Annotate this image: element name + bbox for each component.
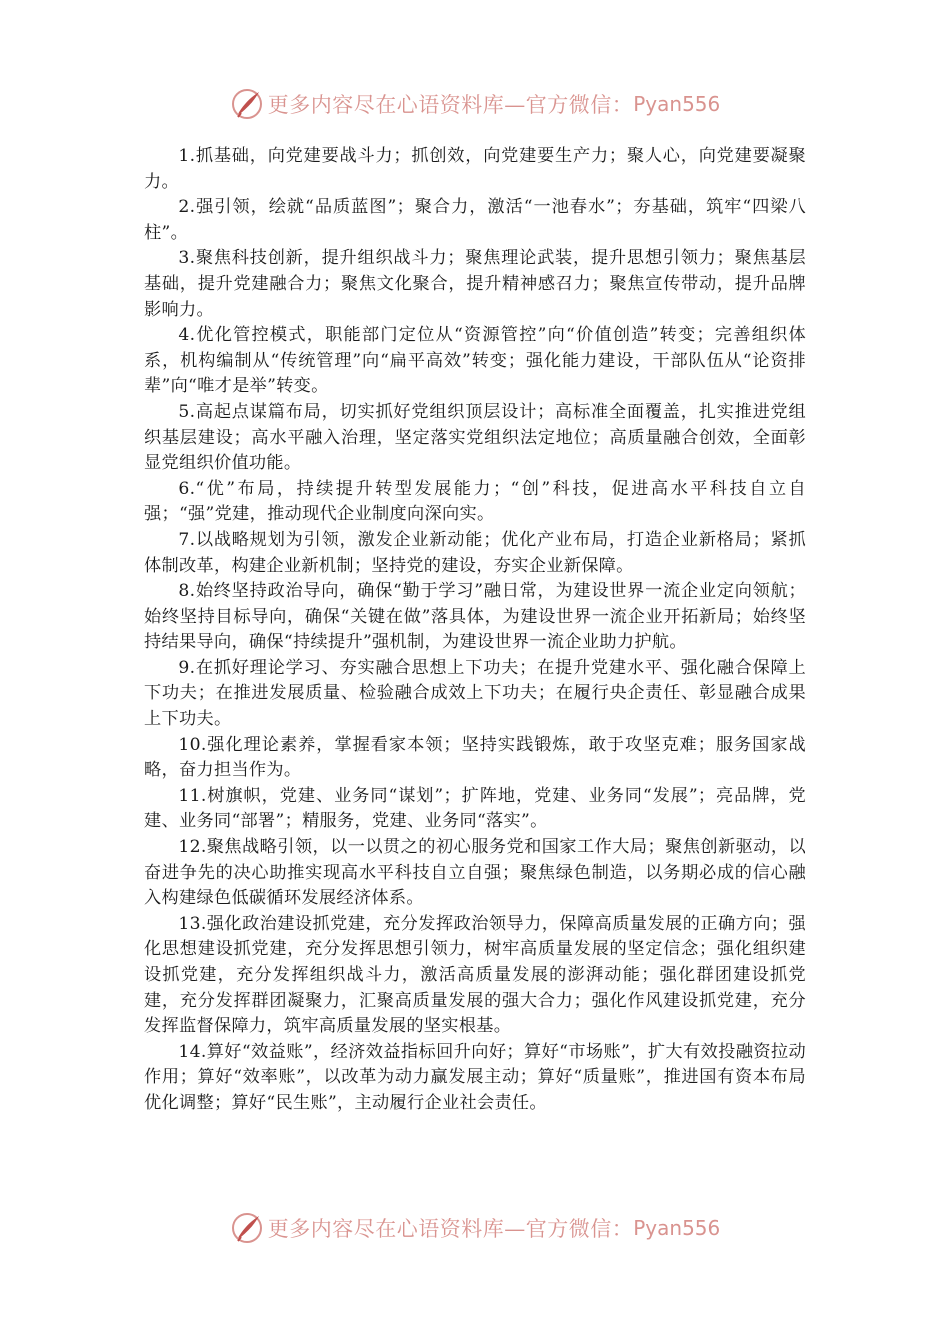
footer-banner bbox=[0, 1208, 950, 1248]
header-banner bbox=[0, 84, 950, 124]
footer-banner-text: 更多内容尽在心语资料库—官方微信： bbox=[267, 1217, 634, 1241]
document-body bbox=[144, 144, 806, 1117]
paragraph-6: 6.“优”布局，持续提升转型发展能力；“创”科技，促进高水平科技自立自强；“强”党建，推动现代企业制度向深向实。 bbox=[144, 478, 806, 525]
paragraph-9: 9.在抓好理论学习、夯实融合思想上下功夫；在提升党建水平、强化融合保障上下功夫；在推进发展质量、检验融合成效上下功夫；在履行央企责任、彰显融合成果上下功夫。 bbox=[144, 657, 806, 730]
paragraph-3: 3.聚焦科技创新，提升组织战斗力；聚焦理论武装，提升思想引领力；聚焦基层基础，提升党建融合力；聚焦文化聚合，提升精神感召力；聚焦宣传带动，提升品牌影响力。 bbox=[144, 248, 806, 320]
paragraph-14: 14.算好“效益账”，经济效益指标回升向好；算好“市场账”，扩大有效投融资拉动作用；算好“效率账”，以改革为动力赢发展主动；算好“质量账”，推进国有资本布局优化调整；算好“民生账”，主动履行企业社会责任。 bbox=[144, 1041, 806, 1113]
footer-banner-wechat-id: Pyan556 bbox=[633, 1216, 721, 1240]
paragraph-5: 5.高起点谋篇布局，切实抓好党组织顶层设计；高标准全面覆盖，扎实推进党组织基层建设；高水平融入治理，坚定落实党组织法定地位；高质量融合创效，全面彰显党组织价值功能。 bbox=[144, 401, 806, 474]
paragraph-7: 7.以战略规划为引领，激发企业新动能；优化产业布局，打造企业新格局；紧抓体制改革，构建企业新机制；坚持党的建设，夯实企业新保障。 bbox=[144, 529, 806, 576]
quill-logo-icon bbox=[230, 1211, 264, 1245]
paragraph-10: 10.强化理论素养，掌握看家本领；坚持实践锻炼，敢于攻坚克难；服务国家战略，奋力担当作为。 bbox=[144, 734, 806, 781]
paragraph-2: 2.强引领，绘就“品质蓝图”；聚合力，激活“一池春水”；夯基础，筑牢“四梁八柱”。 bbox=[144, 197, 806, 243]
header-banner-wechat-id: Pyan556 bbox=[633, 92, 721, 116]
paragraph-11: 11.树旗帜，党建、业务同“谋划”；扩阵地，党建、业务同“发展”；亮品牌，党建、业务同“部署”；精服务，党建、业务同“落实”。 bbox=[144, 785, 806, 832]
paragraph-13: 13.强化政治建设抓党建，充分发挥政治领导力，保障高质量发展的正确方向；强化思想建设抓党建，充分发挥思想引领力，树牢高质量发展的坚定信念；强化组织建设抓党建，充分发挥组织战斗力，激活高质量发展的澎湃动能；强化群团建设抓党建，充分发挥群团凝聚力，汇聚高质量发展的强大合力；强化作风建设抓党建，充分发挥监督保障力，筑牢高质量发展的坚实根基。 bbox=[144, 913, 806, 1037]
paragraph-12: 12.聚焦战略引领，以一以贯之的初心服务党和国家工作大局；聚焦创新驱动，以奋进争先的决心助推实现高水平科技自立自强；聚焦绿色制造，以务期必成的信心融入构建绿色低碳循环发展经济体系。 bbox=[144, 837, 806, 909]
quill-logo-icon bbox=[230, 87, 264, 121]
paragraph-1: 1.抓基础，向党建要战斗力；抓创效，向党建要生产力；聚人心，向党建要凝聚力。 bbox=[144, 146, 806, 192]
paragraph-4: 4.优化管控模式，职能部门定位从“资源管控”向“价值创造”转变；完善组织体系，机构编制从“传统管理”向“扁平高效”转变；强化能力建设，干部队伍从“论资排辈”向“唯才是举”转变。 bbox=[144, 325, 806, 397]
paragraph-8: 8.始终坚持政治导向，确保“勤于学习”融日常，为建设世界一流企业定向领航；始终坚持目标导向，确保“关键在做”落具体，为建设世界一流企业开拓新局；始终坚持结果导向，确保“持续提升”强机制，为建设世界一流企业助力护航。 bbox=[144, 581, 806, 653]
header-banner-text: 更多内容尽在心语资料库—官方微信： bbox=[267, 93, 634, 117]
